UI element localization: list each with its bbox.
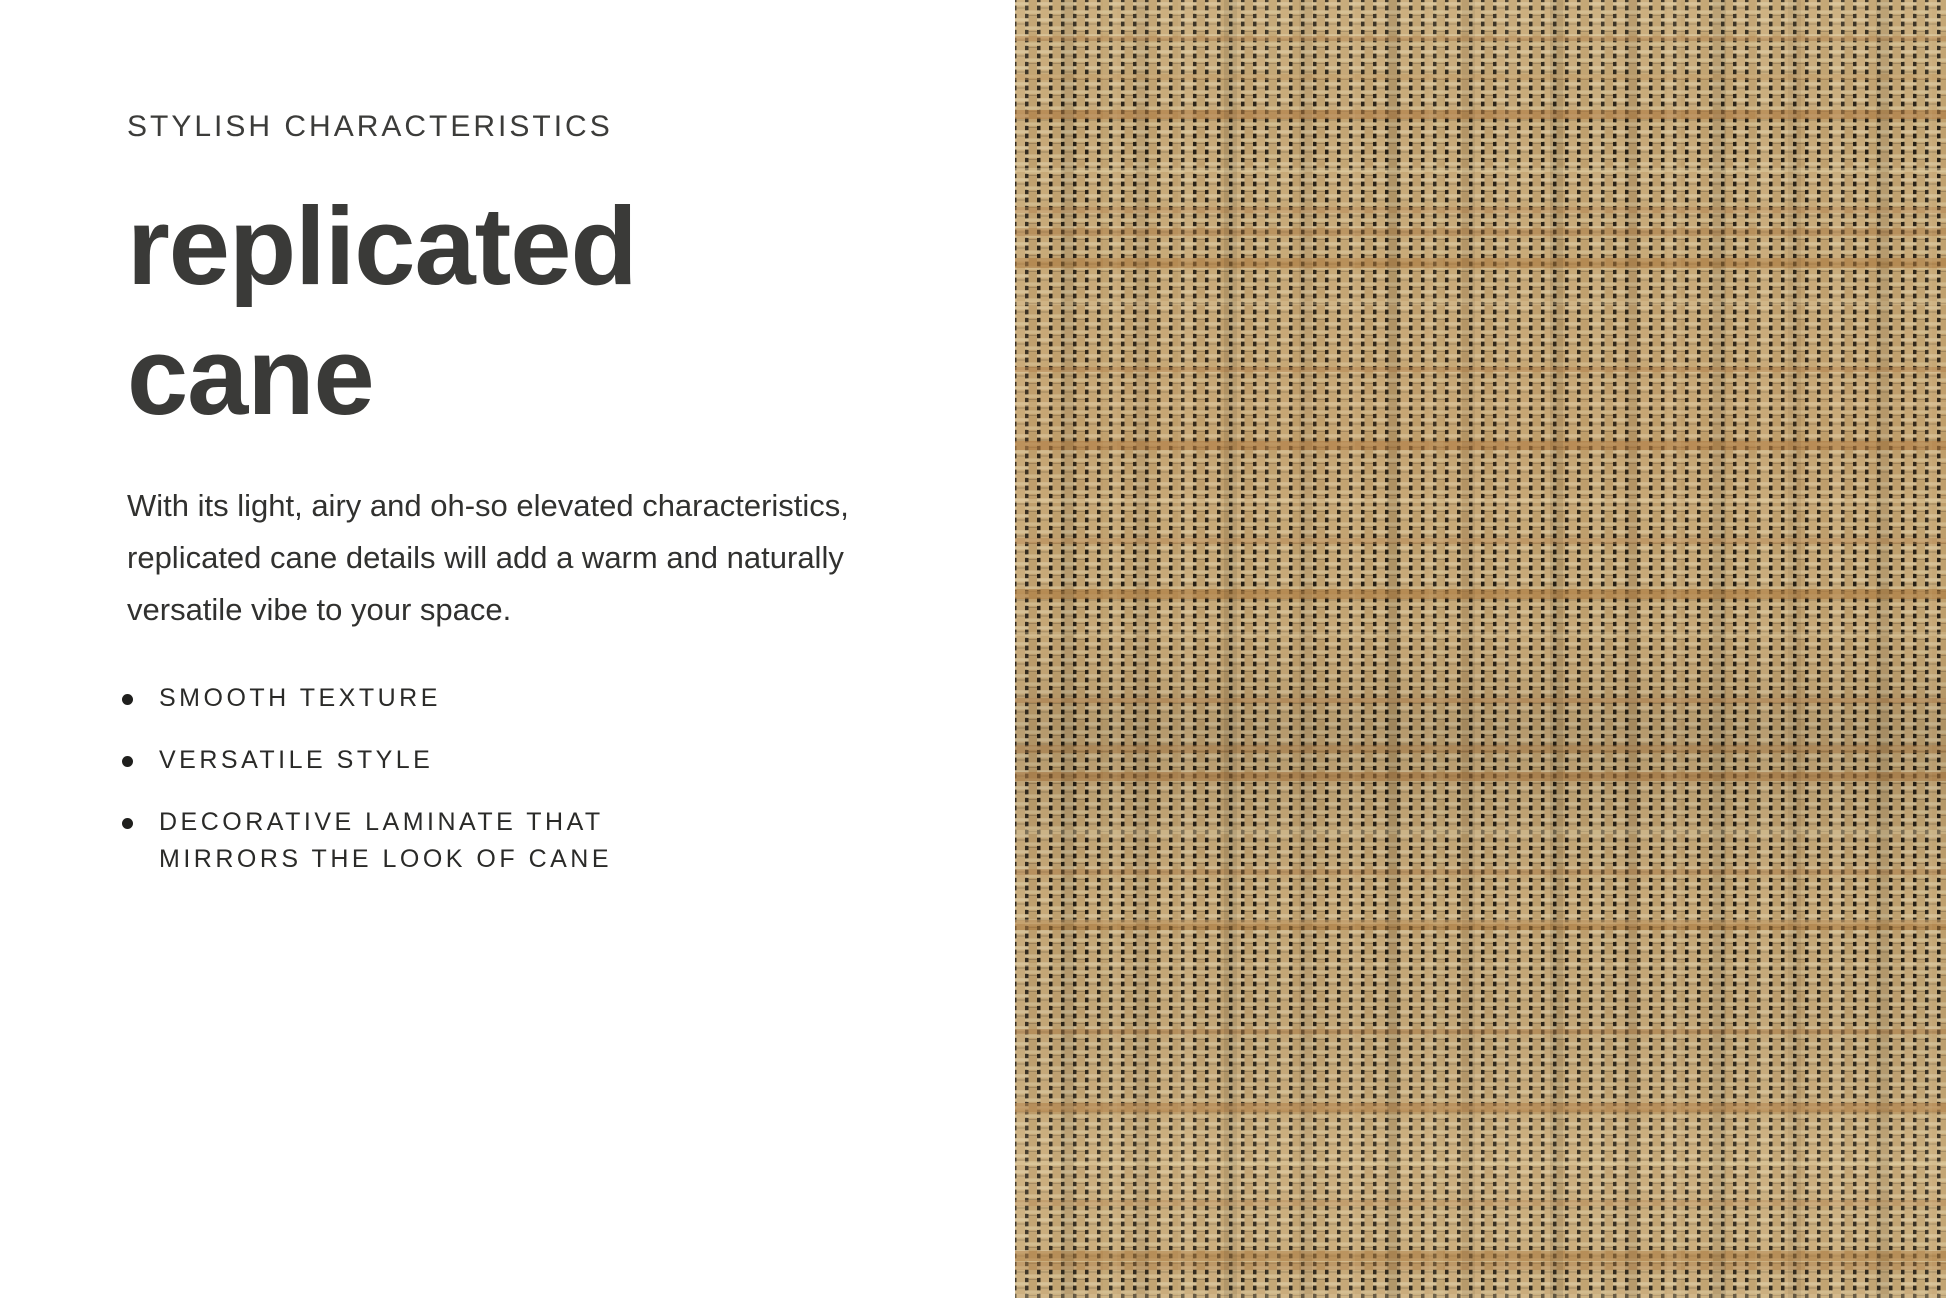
feature-list — [127, 680, 975, 878]
bullet-dot-icon — [122, 818, 133, 829]
description-line: replicated cane details will add a warm and naturally — [127, 540, 844, 575]
feature-label: DECORATIVE LAMINATE THAT MIRRORS THE LOOK OF CANE — [159, 808, 613, 873]
list-item — [122, 680, 975, 717]
description-line: With its light, airy and oh-so elevated characteristics, — [127, 488, 849, 523]
description-line: versatile vibe to your space. — [127, 592, 512, 627]
description — [127, 480, 975, 636]
texture-panel — [1015, 0, 1946, 1298]
bullet-dot-icon — [122, 694, 133, 705]
page-title: replicated cane — [127, 185, 637, 438]
list-item — [122, 804, 975, 878]
feature-label: SMOOTH TEXTURE — [159, 684, 441, 712]
cane-texture-image — [1015, 0, 1946, 1298]
bullet-dot-icon — [122, 756, 133, 767]
feature-label: VERSATILE STYLE — [159, 746, 434, 774]
list-item — [122, 742, 975, 779]
eyebrow-heading: STYLISH CHARACTERISTICS — [127, 110, 613, 143]
